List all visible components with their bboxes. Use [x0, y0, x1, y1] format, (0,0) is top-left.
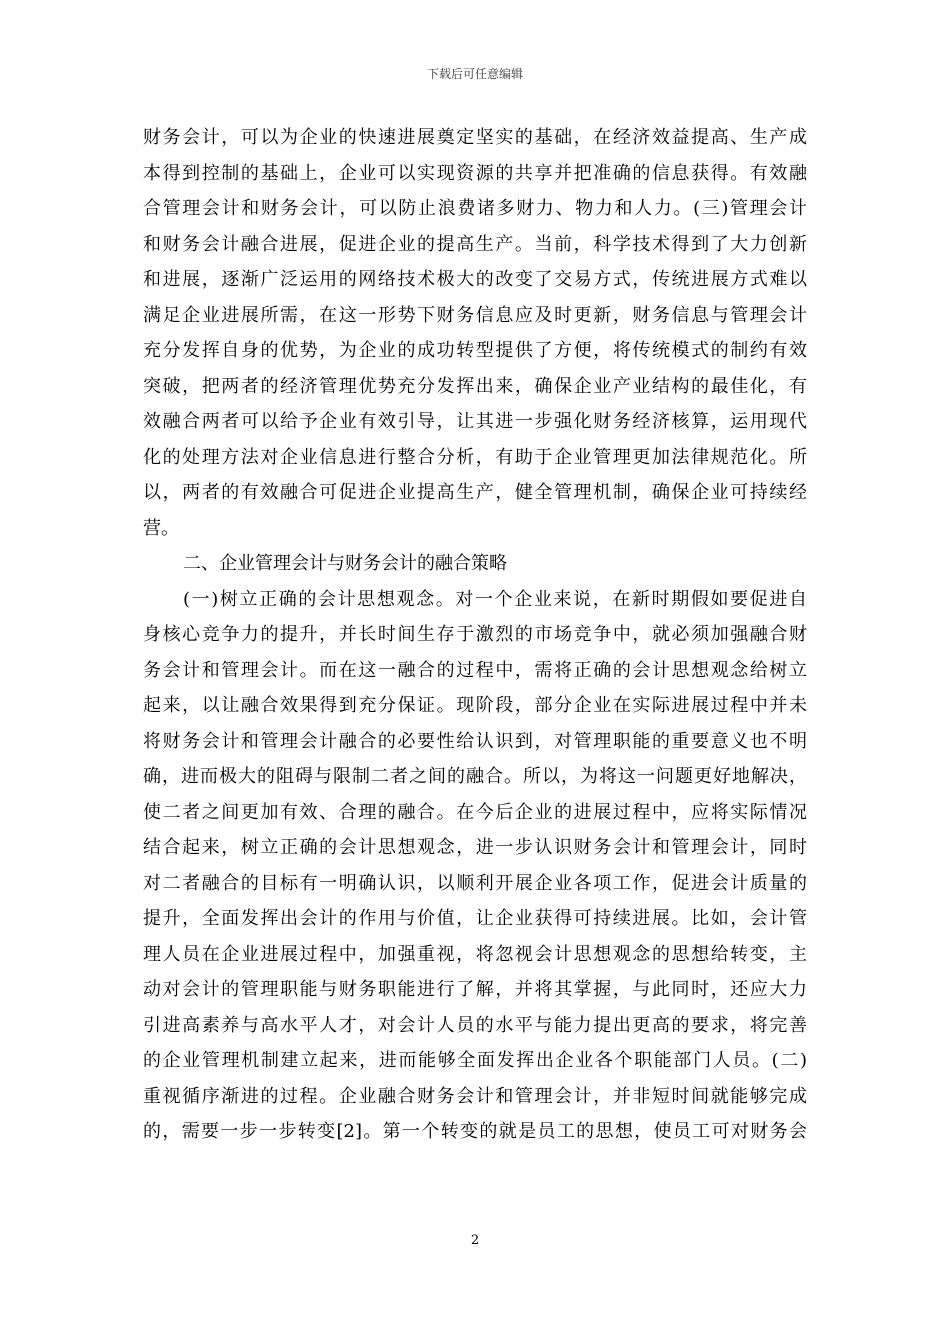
paragraph-1	[143, 120, 807, 546]
text-line: 动对会计的管理职能与财务职能进行了解，并将其掌握，与此同时，还应大力	[143, 979, 807, 1000]
text-line: 将财务会计和管理会计融合的必要性给认识到，对管理职能的重要意义也不明	[143, 730, 807, 752]
section-heading: 二、企业管理会计与财务会计的融合策略	[183, 553, 507, 574]
text-line: 效融合两者可以给予企业有效引导，让其进一步强化财务经济核算，运用现代	[143, 411, 807, 432]
text-line: 结合起来，树立正确的会计思想观念，进一步认识财务会计和管理会计，同时	[143, 837, 807, 858]
text-line: 使二者之间更加有效、合理的融合。在今后企业的进展过程中，应将实际情况	[143, 801, 807, 823]
text-line: 以，两者的有效融合可促进企业提高生产，健全管理机制，确保企业可持续经	[143, 482, 807, 503]
text-line: 突破，把两者的经济管理优势充分发挥出来，确保企业产业结构的最佳化，有	[143, 375, 807, 397]
document-body	[143, 120, 807, 1150]
text-line: 充分发挥自身的优势，为企业的成功转型提供了方便，将传统模式的制约有效	[143, 340, 807, 361]
text-line: 重视循序渐进的过程。企业融合财务会计和管理会计，并非短时间就能够完成	[143, 1085, 807, 1107]
text-line: 满足企业进展所需，在这一形势下财务信息应及时更新，财务信息与管理会计	[143, 304, 807, 326]
text-line: 的，需要一步一步转变[2]。第一个转变的就是员工的思想，使员工可对财务会	[143, 1121, 807, 1142]
text-line: 提升，全面发挥出会计的作用与价值，让企业获得可持续进展。比如，会计管	[143, 908, 807, 929]
text-line: 合管理会计和财务会计，可以防止浪费诸多财力、物力和人力。(三)管理会计	[143, 198, 807, 219]
text-line: 化的处理方法对企业信息进行整合分析，有助于企业管理更加法律规范化。所	[143, 446, 807, 468]
text-line: 营。	[143, 517, 179, 539]
text-line: 和财务会计融合进展，促进企业的提高生产。当前，科学技术得到了大力创新	[143, 233, 807, 255]
text-line: 财务会计，可以为企业的快速进展奠定坚实的基础，在经济效益提高、生产成	[143, 127, 807, 148]
text-line: 起来，以让融合效果得到充分保证。现阶段，部分企业在实际进展过程中并未	[143, 695, 807, 716]
text-line: 务会计和管理会计。而在这一融合的过程中，需将正确的会计思想观念给树立	[143, 659, 807, 681]
page-header: 下载后可任意编辑	[426, 67, 523, 81]
text-line: 和进展，逐渐广泛运用的网络技术极大的改变了交易方式，传统进展方式难以	[143, 269, 807, 290]
text-line: 本得到控制的基础上，企业可以实现资源的共享并把准确的信息获得。有效融	[143, 162, 807, 184]
page-number: 2	[470, 1233, 480, 1248]
text-line: 引进高素养与高水平人才，对会计人员的水平与能力提出更高的要求，将完善	[143, 1014, 807, 1036]
text-line: 确，进而极大的阻碍与限制二者之间的融合。所以，为将这一问题更好地解决，	[143, 766, 807, 787]
text-line: 身核心竞争力的提升，并长时间生存于激烈的市场竞争中，就必须加强融合财	[143, 624, 807, 645]
text-line: (一)树立正确的会计思想观念。对一个企业来说，在新时期假如要促进自	[183, 588, 807, 610]
text-line: 的企业管理机制建立起来，进而能够全面发挥出企业各个职能部门人员。(二)	[143, 1050, 807, 1071]
paragraph-2	[143, 582, 807, 1150]
text-line: 对二者融合的目标有一明确认识，以顺利开展企业各项工作，促进会计质量的	[143, 872, 807, 894]
text-line: 理人员在企业进展过程中，加强重视，将忽视会计思想观念的思想给转变，主	[143, 943, 807, 965]
